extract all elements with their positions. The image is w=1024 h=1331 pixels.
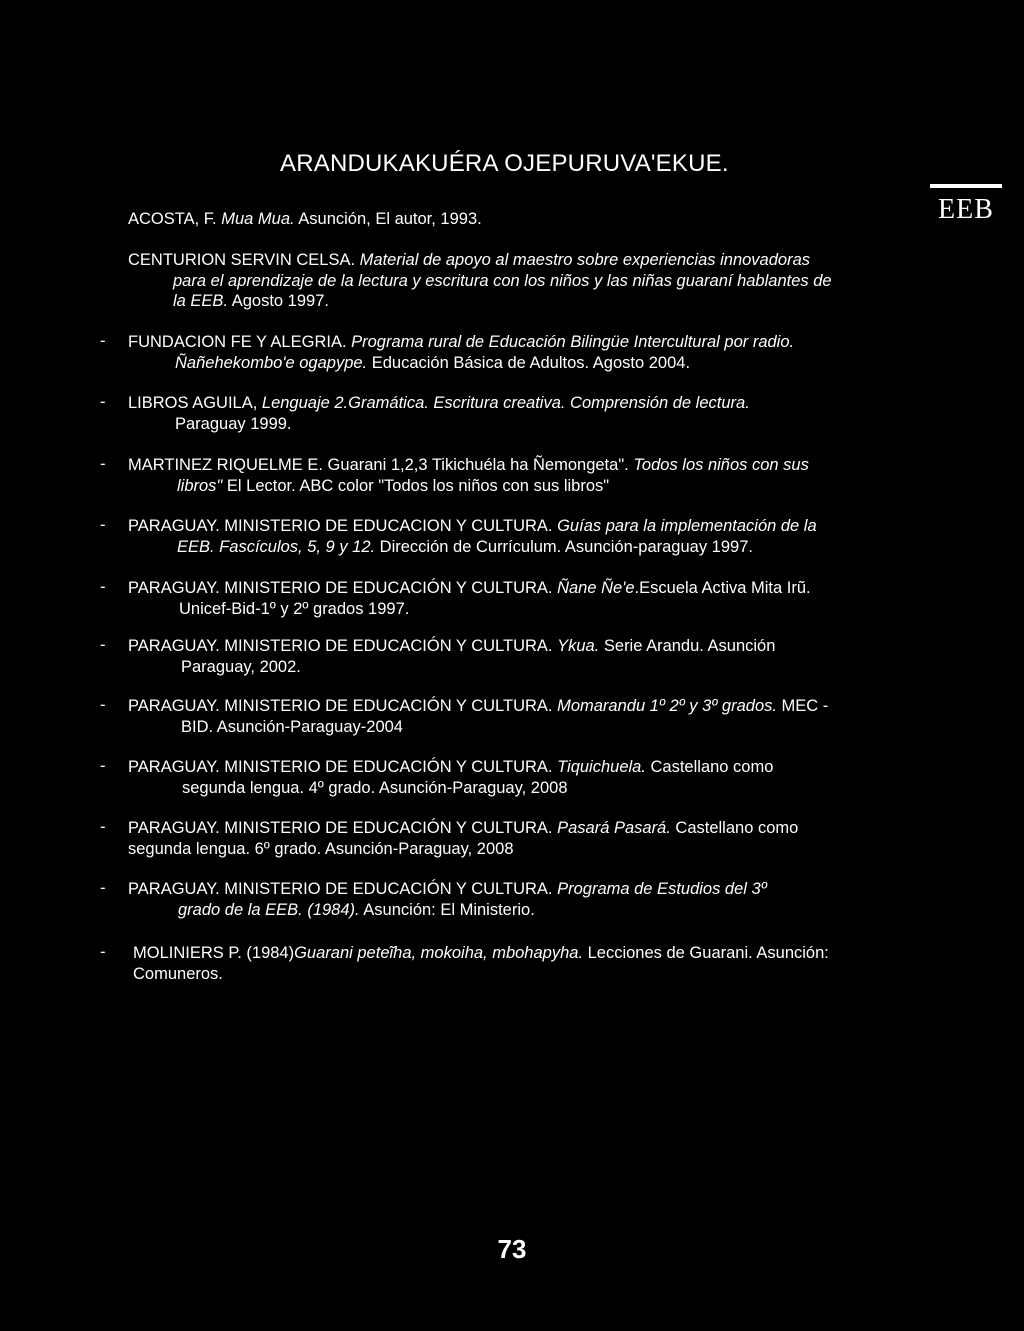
reference-line: EEB. Fascículos, 5, 9 y 12. Dirección de Currículum. Asunción-paraguay 1997. [177, 537, 753, 556]
reference-line: grado de la EEB. (1984). Asunción: El Ministerio. [178, 900, 535, 919]
reference-line: Paraguay, 2002. [181, 657, 301, 676]
reference-entry [128, 393, 750, 434]
reference-entry [128, 879, 767, 920]
reference-entry [128, 696, 828, 737]
list-dash: - [100, 578, 106, 596]
list-dash: - [100, 879, 106, 897]
reference-line: FUNDACION FE Y ALEGRIA. Programa rural de Educación Bilingüe Intercultural por radio. [128, 333, 795, 351]
side-mark-rule [930, 184, 1002, 188]
reference-line: MARTINEZ RIQUELME E. Guarani 1,2,3 Tikichuéla ha Ñemongeta". Todos los niños con sus [128, 456, 809, 474]
reference-line: PARAGUAY. MINISTERIO DE EDUCACIÓN Y CULTURA. Momarandu 1º 2º y 3º grados. MEC - [128, 697, 829, 715]
reference-line: MOLINIERS P. (1984)Guarani peteĩha, mokoiha, mbohapyha. Lecciones de Guarani. Asunción: [133, 944, 829, 962]
reference-line: libros" El Lector. ABC color "Todos los niños con sus libros" [177, 476, 610, 495]
reference-line: la EEB. Agosto 1997. [173, 292, 329, 310]
reference-entry [128, 818, 798, 859]
reference-line: Ñañehekombo'e ogapype. Educación Básica de Adultos. Agosto 2004. [175, 353, 691, 372]
list-dash: - [100, 516, 106, 534]
page-number: 73 [497, 1234, 527, 1264]
side-mark [930, 184, 1002, 226]
reference-entry [128, 332, 794, 373]
list-dash: - [100, 757, 106, 775]
list-dash: - [100, 818, 106, 836]
reference-entry [128, 209, 482, 230]
reference-entry [128, 578, 811, 619]
reference-line: CENTURION SERVIN CELSA. Material de apoyo al maestro sobre experiencias innovadoras [128, 251, 811, 269]
reference-line: BID. Asunción-Paraguay-2004 [181, 717, 403, 736]
reference-line: PARAGUAY. MINISTERIO DE EDUCACIÓN Y CULTURA. Ykua. Serie Arandu. Asunción [128, 637, 776, 655]
reference-line: LIBROS AGUILA, Lenguaje 2.Gramática. Escritura creativa. Comprensión de lectura. [128, 394, 750, 412]
reference-entry [128, 516, 817, 557]
reference-line: Unicef-Bid-1º y 2º grados 1997. [179, 599, 410, 618]
reference-entry [128, 757, 773, 798]
list-dash: - [100, 455, 106, 473]
list-dash: - [100, 636, 106, 654]
reference-entry [128, 455, 809, 496]
reference-line: ACOSTA, F. Mua Mua. Asunción, El autor, 1993. [128, 210, 482, 228]
reference-entry [128, 636, 775, 677]
reference-line: Comuneros. [133, 964, 223, 983]
list-dash: - [100, 332, 106, 350]
reference-line: PARAGUAY. MINISTERIO DE EDUCACIÓN Y CULTURA. Programa de Estudios del 3º [128, 880, 767, 898]
reference-line: segunda lengua. 6º grado. Asunción-Paraguay, 2008 [128, 839, 514, 858]
reference-entry [128, 250, 832, 312]
reference-line: Paraguay 1999. [175, 414, 292, 433]
reference-line: PARAGUAY. MINISTERIO DE EDUCACIÓN Y CULTURA. Tiquichuela. Castellano como [128, 758, 774, 776]
reference-line: segunda lengua. 4º grado. Asunción-Paraguay, 2008 [182, 778, 568, 797]
list-dash: - [100, 393, 106, 411]
reference-line: para el aprendizaje de la lectura y escritura con los niños y las niñas guaraní hablantes de [173, 271, 832, 290]
reference-line: PARAGUAY. MINISTERIO DE EDUCACIÓN Y CULTURA. Ñane Ñe'e.Escuela Activa Mita Irũ. [128, 579, 811, 597]
side-mark-label: EEB [938, 194, 994, 225]
page-title: ARANDUKAKUÉRA OJEPURUVA'EKUE. [280, 150, 729, 177]
reference-line: PARAGUAY. MINISTERIO DE EDUCACION Y CULTURA. Guías para la implementación de la [128, 517, 817, 535]
list-dash: - [100, 943, 106, 961]
reference-line: PARAGUAY. MINISTERIO DE EDUCACIÓN Y CULTURA. Pasará Pasará. Castellano como [128, 819, 799, 837]
reference-entry [133, 943, 829, 984]
list-dash: - [100, 696, 106, 714]
